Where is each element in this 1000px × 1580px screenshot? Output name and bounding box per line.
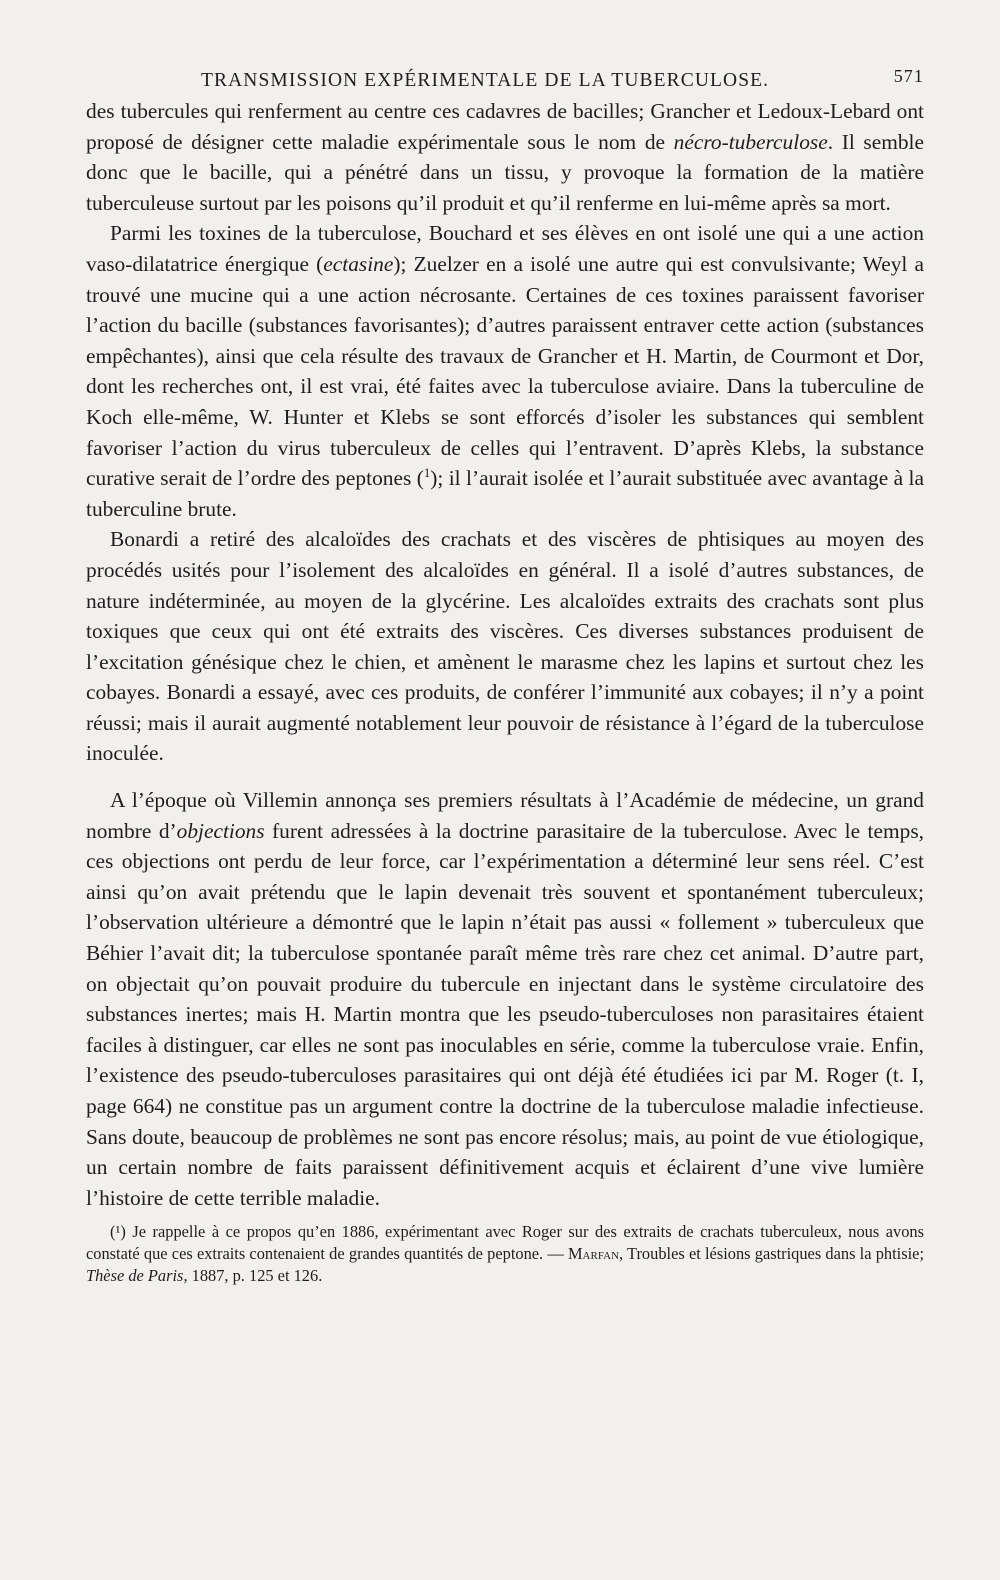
paragraph-1-text-b: . Il semble donc que le bacille, qui a pénétré dans un tissu, y provoque la formation de la matière tuberculeuse surtout par les poisons qu’il produit et qu’il renferme en lui-même après sa mort. (86, 129, 924, 215)
footnote-text-a: Je rappelle à ce propos qu’en 1886, expérimentant avec Roger sur des extraits de crachats tuberculeux, nous avons constaté que ces extraits contenaient de grandes quantités de peptone. — (86, 1222, 924, 1264)
page-header (86, 62, 924, 96)
paragraph-2-text-a: Parmi les toxines de la tuberculose, Bouchard et ses élèves en ont isolé une qui a une action vaso-dilatatrice énergique ( (86, 221, 924, 276)
paragraph-2 (86, 218, 924, 524)
paragraph-3 (86, 524, 924, 769)
paragraph-2-text-b: ); Zuelzer en a isolé une autre qui est convulsivante; Weyl a trouvé une mucine qui a une action nécrosante. Certaines de ces toxines paraissent favoriser l’action du bacille (substances favorisantes); d’autres paraissent entraver cette action (substances empêchantes), ainsi que cela résulte des travaux de Grancher et H. Martin, de Courmont et Dor, dont les recherches ont, il est vrai, été faites avec la tuberculose aviaire. Dans la tuberculine de Koch elle-même, W. Hunter et Klebs se sont efforcés d’isoler les substances qui semblent favoriser l’action du virus tuberculeux de celles qui l’entravent. D’après Klebs, la substance curative serait de l’ordre des peptones ( (86, 251, 925, 491)
paragraph-4 (86, 785, 924, 1213)
footnote-italic-title: Thèse de Paris (86, 1266, 184, 1286)
footnote-text-b: , Troubles et lésions gastriques dans la phtisie; (619, 1244, 924, 1264)
paragraph-1-text-a: des tubercules qui renferment au centre ces cadavres de bacilles; Grancher et Ledoux-Lebard ont proposé de désigner cette maladie expérimentale sous le nom de (86, 99, 924, 154)
paragraph-2-italic-term: ectasine (323, 251, 394, 276)
paragraph-3-text: Bonardi a retiré des alcaloïdes des crachats et des viscères de phtisiques au moyen des procédés usités pour l’isolement des alcaloïdes en général. Il a isolé d’autres substances, de nature indéterminée, au moyen de la glycérine. Les alcaloïdes extraits des crachats sont plus toxiques que ceux qui ont été extraits des viscères. Ces diverses substances produisent de l’excitation génésique chez le chien, et amènent le marasme chez les lapins et surtout chez les cobayes. Bonardi a essayé, avec ces produits, de conférer l’immunité aux cobayes; il n’y a point réussi; mais il aurait augmenté notablement leur pouvoir de résistance à l’égard de la tuberculose inoculée. (86, 527, 924, 766)
running-title: TRANSMISSION EXPÉRIMENTALE DE LA TUBERCULOSE. (201, 70, 770, 91)
paragraph-1 (86, 96, 924, 218)
footnote (86, 1221, 924, 1287)
paragraph-4-text-b: furent adressées à la doctrine parasitaire de la tuberculose. Avec le temps, ces objections ont perdu de leur force, car l’expérimentation a déterminé leur sens réel. C’est ainsi qu’on avait prétendu que le lapin devenait très souvent et spontanément tuberculeux; l’observation ultérieure a démontré que le lapin n’était pas aussi « follement » tuberculeux que Béhier l’avait dit; la tuberculose spontanée paraît même très rare chez cet animal. D’autre part, on objectait qu’on pouvait produire du tubercule en injectant dans le système circulatoire des substances inertes; mais H. Martin montra que les pseudo-tuberculoses non parasitaires étaient faciles à distinguer, car elles ne sont pas inoculables en série, comme la tuberculose vraie. Enfin, l’existence des pseudo-tuberculoses parasitaires qui ont déjà été étudiées ici par M. Roger (t. I, page 664) ne constitue pas un argument contre la doctrine de la tuberculose maladie infectieuse. Sans doute, beaucoup de problèmes ne sont pas encore résolus; mais, au point de vue étiologique, un certain nombre de faits paraissent définitivement acquis et éclairent d’une vive lumière l’histoire de cette terrible maladie. (86, 818, 924, 1210)
footnote-marker: (¹) (110, 1222, 126, 1242)
paragraph-1-italic-term: nécro-tuberculose (673, 129, 828, 154)
paragraph-4-italic-term: objections (176, 818, 265, 843)
main-text (86, 96, 924, 1213)
paragraph-4-text-a: A l’époque où Villemin annonça ses premiers résultats à l’Académie de médecine, un grand nombre d’ (86, 788, 924, 843)
footnote-reference: 1 (423, 466, 431, 480)
footnote-author: Marfan (567, 1244, 620, 1264)
paragraph-2-text-c: ); il l’aurait isolée et l’aurait substituée avec avantage à la tuberculine brute. (86, 466, 924, 521)
page-number: 571 (893, 66, 924, 86)
footnote-text-c: , 1887, p. 125 et 126. (183, 1266, 323, 1286)
